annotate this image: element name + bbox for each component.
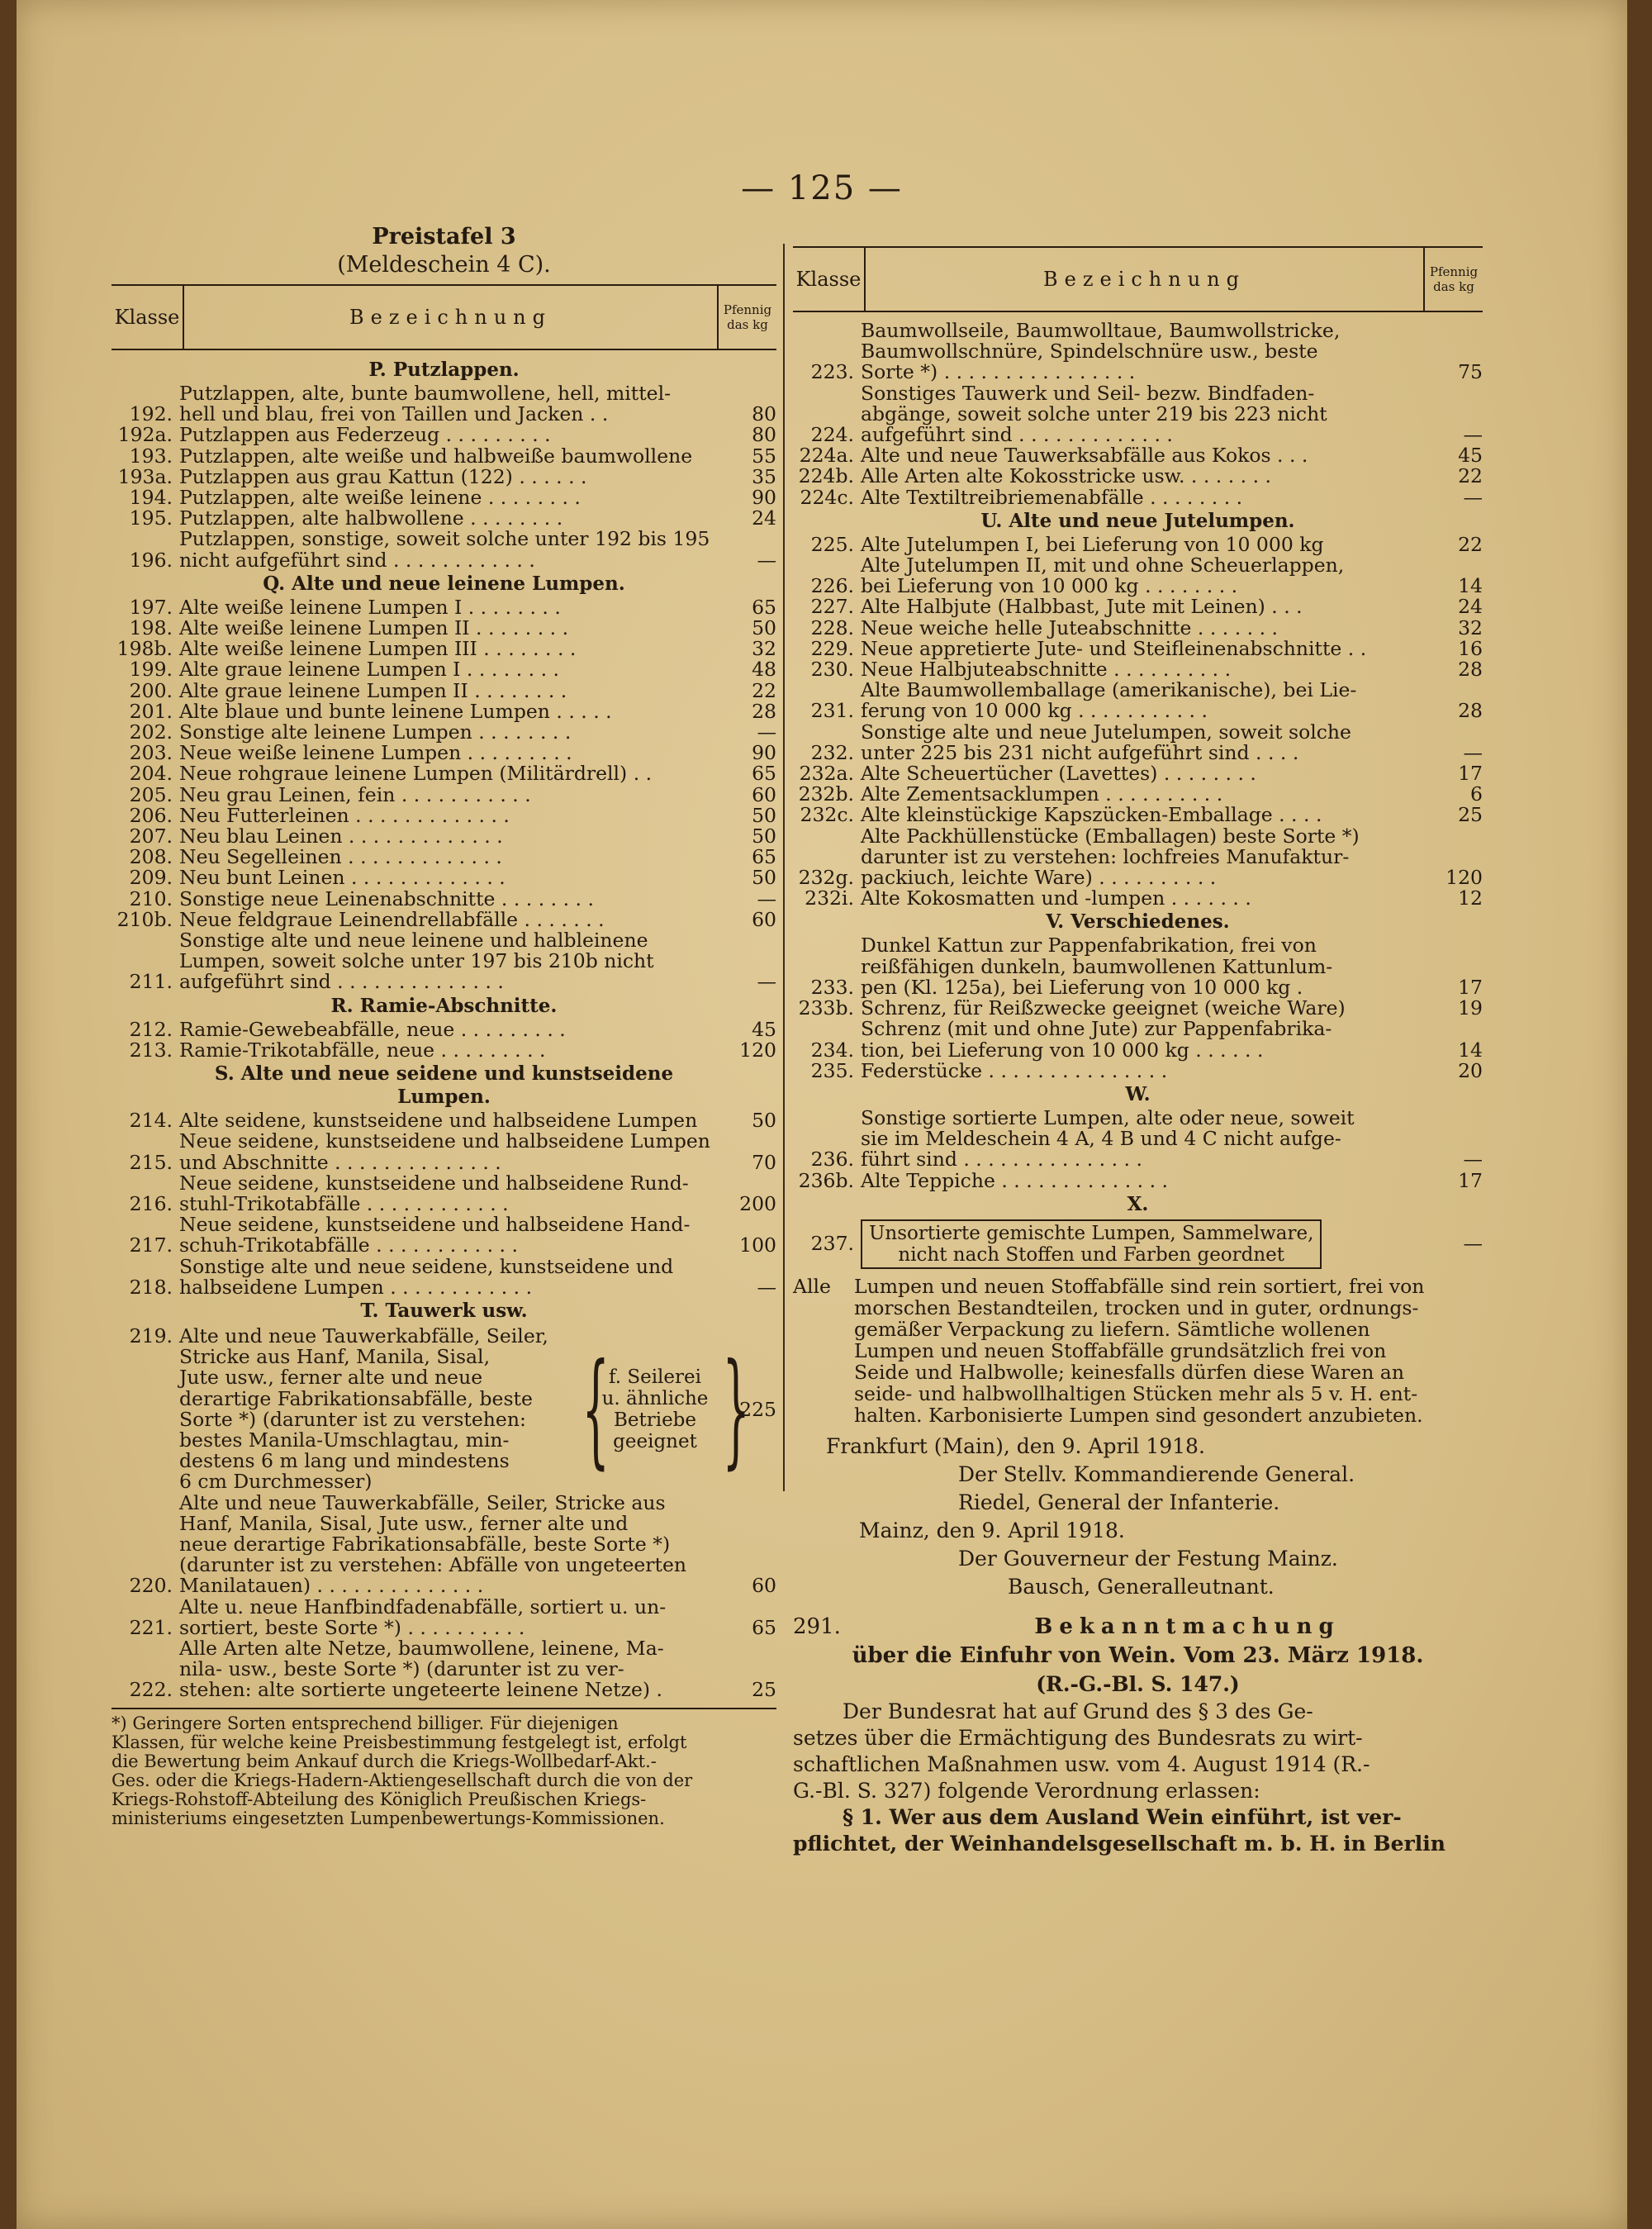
table-row — [112, 847, 776, 867]
entry-number: 233b. — [798, 996, 854, 1020]
entry-number: 205. — [129, 782, 173, 806]
entry-text: Alte graue leinene Lumpen I . . . . . . . . — [179, 658, 559, 682]
entry-text: Neue appretierte Jute- und Steifleinenabschnitte . . — [861, 636, 1367, 660]
document-page — [17, 0, 1627, 2229]
table-row — [112, 907, 776, 931]
section-heading: Q. Alte und neue leinene Lumpen. — [263, 572, 625, 595]
entry-number: 198. — [129, 616, 173, 640]
entry-text: Alte kleinstückige Kapszücken-Emballage . . . . — [861, 803, 1322, 827]
table-row — [793, 321, 1483, 383]
table-row — [112, 425, 776, 445]
table-row — [112, 659, 776, 680]
table-row — [793, 826, 1483, 889]
entry-value: — — [1463, 485, 1483, 509]
table-row — [112, 1173, 776, 1214]
entry-219 — [112, 1326, 776, 1493]
table-row — [793, 998, 1483, 1019]
entry-number: 218. — [129, 1275, 173, 1299]
entry-number: 211. — [129, 970, 173, 994]
entry-number: 204. — [129, 762, 173, 786]
footnote: *) Geringere Sorten entsprechend billiger. Für diejenigen Klassen, für welche keine Preisbestimmung festgelegt ist, erfolgt die Bewertung beim Ankauf durch die Kriegs-Wollbedarf-Akt.- Ges. oder die Kriegs-Hadern-Aktiengesellschaft durch die von der Kriegs-Rohstoff-Abteilung des Königlich Preußischen Kriegs- ministeriums eingesetzten Lumpenbewertungs-Kommissionen. — [112, 1713, 693, 1828]
section-heading: W. — [1125, 1082, 1151, 1105]
entry-text: Alte Teppiche . . . . . . . . . . . . . . — [861, 1168, 1169, 1192]
table-row — [112, 1597, 776, 1638]
entry-value: 25 — [1458, 803, 1483, 827]
entry-text: Alte weiße leinene Lumpen II . . . . . . . . — [179, 616, 569, 640]
entry-number: 232a. — [799, 762, 854, 786]
entry-value: 20 — [1458, 1058, 1483, 1082]
table-row — [793, 383, 1483, 446]
entry-text: Ramie-Gewebeabfälle, neue . . . . . . . . . — [179, 1017, 566, 1041]
entry-value: 16 — [1458, 636, 1483, 660]
entry-text: Neue weiße leinene Lumpen . . . . . . . . . — [179, 741, 572, 765]
entry-text: Alte weiße leinene Lumpen I . . . . . . . . — [179, 595, 561, 619]
sig1-place: Frankfurt (Main), den 9. April 1918. — [826, 1433, 1205, 1458]
entry-value: — — [1463, 1148, 1483, 1172]
entry-text: Dunkel Kattun zur Pappenfabrikation, frei von reißfähigen dunkeln, baumwollenen Kattunlum- pen (Kl. 125a), bei Lieferung von 10 000 kg . — [861, 934, 1333, 999]
table-row — [793, 1058, 1483, 1082]
header-bezeichnung: Bezeichnung — [1043, 268, 1246, 291]
entry-number: 212. — [129, 1017, 173, 1041]
sig2-role: Der Gouverneur der Festung Mainz. — [958, 1546, 1338, 1571]
sig1-role: Der Stellv. Kommandierende General. — [958, 1461, 1355, 1486]
entry-number: 220. — [129, 1574, 173, 1598]
column-separator — [783, 244, 785, 1491]
section-heading: X. — [1127, 1192, 1149, 1215]
entry-value: 65 — [752, 845, 776, 869]
entry-number: 222. — [129, 1678, 173, 1702]
entry-number: 193a. — [117, 464, 173, 488]
entry-number: 214. — [129, 1109, 173, 1133]
entry-number: 224a. — [799, 444, 854, 468]
entry-value: 60 — [752, 782, 776, 806]
table-row — [112, 383, 776, 425]
table-row — [793, 532, 1483, 556]
entry-value: 12 — [1458, 886, 1483, 910]
entry-number: 234. — [810, 1038, 854, 1062]
entry-text: Alte weiße leinene Lumpen III . . . . . . . . — [179, 637, 577, 661]
entry-value: — — [757, 1275, 776, 1299]
brace-close-icon: } — [722, 1337, 750, 1481]
entry-text: Alte und neue Tauwerkabfälle, Seiler, Stricke aus Hanf, Manila, Sisal, Jute usw., ferner alte und neue derartige Fabrikationsabfälle, beste Sorte *) (darunter ist zu verstehen: bestes Manila-Umschlagtau, min- destens 6 m lang und mindestens 6 cm Durchmesser) — [179, 1324, 548, 1494]
entry-value: 65 — [752, 595, 776, 619]
notice-title: Bekanntmachung — [1034, 1614, 1341, 1639]
entry-text: Neu Futterleinen . . . . . . . . . . . . . — [179, 803, 510, 827]
header-pfennig: Pfennig das kg — [717, 286, 776, 349]
entry-number: 193. — [129, 444, 173, 468]
entry-value: 22 — [1458, 464, 1483, 488]
table-row — [112, 1131, 776, 1172]
entry-number: 217. — [129, 1233, 173, 1257]
entry-number: 192a. — [117, 423, 173, 447]
entry-number: 198b. — [116, 637, 173, 661]
entry-number: 202. — [129, 720, 173, 744]
table-row — [793, 615, 1483, 639]
entry-text: Sonstige alte und neue leinene und halbleinene Lumpen, soweit solche unter 197 bis 210b nicht aufgeführt sind . . . . . . . . . . . . . . — [179, 929, 654, 994]
entry-number: 206. — [129, 803, 173, 827]
entry-text: Putzlappen, sonstige, soweit solche unter 192 bis 195 nicht aufgeführt sind . . . . . . . . . . . . — [179, 527, 710, 572]
entry-value: 50 — [752, 803, 776, 827]
table-row — [793, 1168, 1483, 1192]
entry-number: 201. — [129, 699, 173, 723]
section-heading: S. Alte und neue seidene und kunstseidene Lumpen. — [214, 1062, 674, 1109]
sig1-name: Riedel, General der Infanterie. — [958, 1490, 1280, 1514]
table-row — [793, 555, 1483, 596]
table-row — [112, 722, 776, 743]
entry-value: — — [757, 970, 776, 994]
entry-text: Neue seidene, kunstseidene und halbseidene Hand- schuh-Trikotabfälle . . . . . . . . . . . . — [179, 1213, 691, 1257]
entry-number: 225. — [810, 532, 854, 556]
entry-text: Alte Jutelumpen I, bei Lieferung von 10 000 kg — [861, 532, 1324, 556]
entry-value: 60 — [752, 1574, 776, 1598]
entry-value: — — [1463, 423, 1483, 447]
entry-number: 216. — [129, 1191, 173, 1215]
entry-number: 210b. — [116, 907, 173, 931]
entry-value: 65 — [752, 762, 776, 786]
entry-text: Alte Textiltreibriemenabfälle . . . . . . . . — [861, 485, 1243, 509]
entry-value: 17 — [1458, 762, 1483, 786]
entry-text: Neue seidene, kunstseidene und halbseidene Rund- stuhl-Trikotabfälle . . . . . . . . . . . . — [179, 1171, 689, 1215]
entry-value: 100 — [739, 1233, 776, 1257]
entry-value: 32 — [752, 637, 776, 661]
entry-number: 237. — [810, 1232, 854, 1256]
entry-value: 22 — [752, 678, 776, 702]
entry-number: 203. — [129, 741, 173, 765]
table-row — [112, 763, 776, 784]
table-row — [793, 596, 1483, 617]
table-row — [112, 1110, 776, 1131]
table-row — [793, 487, 1483, 508]
entry-value: 50 — [752, 825, 776, 848]
table-row — [112, 678, 776, 702]
section-heading: R. Ramie-Abschnitte. — [330, 994, 558, 1017]
entry-text: Neu Segelleinen . . . . . . . . . . . . . — [179, 845, 502, 869]
entry-text: Alte graue leinene Lumpen II . . . . . . . . — [179, 678, 567, 702]
entry-value: 60 — [752, 907, 776, 931]
entry-number: 224c. — [800, 485, 854, 509]
table-row — [793, 935, 1483, 998]
entry-value: 28 — [752, 699, 776, 723]
notice-reference: (R.-G.-Bl. S. 147.) — [1036, 1671, 1240, 1696]
entry-value: 55 — [752, 444, 776, 468]
notice-paragraph-1: § 1. Wer aus dem Ausland Wein einführt, ist ver- pflichtet, der Weinhandelsgesellschaft m. b. H. in Berlin — [793, 1804, 1446, 1856]
entry-text: Sonstiges Tauwerk und Seil- bezw. Bindfaden- abgänge, soweit solche unter 219 bis 223 nicht aufgeführt sind . . . . . . . . . . . . . — [861, 381, 1327, 447]
left-column — [112, 223, 776, 1828]
entry-value: 17 — [1458, 1168, 1483, 1192]
entry-text: Putzlappen, alte weiße leinene . . . . . . . . — [179, 486, 581, 510]
entry-value: — — [757, 720, 776, 744]
table-header-right — [793, 246, 1483, 312]
entry-number: 236. — [810, 1148, 854, 1172]
entry-number: 224. — [810, 423, 854, 447]
right-sections — [793, 510, 1483, 1216]
header-bezeichnung: Bezeichnung — [349, 306, 552, 329]
entry-value: 45 — [752, 1017, 776, 1041]
entry-text: Sonstige alte leinene Lumpen . . . . . . . . — [179, 720, 572, 744]
brace-icon: { — [582, 1337, 610, 1481]
entry-value: 65 — [752, 1615, 776, 1639]
entry-number: 233. — [810, 975, 854, 999]
table-row — [112, 597, 776, 618]
left-sections — [112, 359, 776, 1323]
entry-value: 17 — [1458, 975, 1483, 999]
table-row — [112, 1638, 776, 1701]
table-row — [793, 445, 1483, 466]
alle-label: Alle — [793, 1274, 831, 1298]
table-row — [793, 1105, 1483, 1172]
entry-number: 223. — [810, 360, 854, 384]
table-row — [112, 826, 776, 847]
entry-text: Neu blau Leinen . . . . . . . . . . . . . — [179, 825, 503, 848]
entry-text: Neue rohgraue leinene Lumpen (Militärdrell) . . — [179, 762, 653, 786]
table-row — [112, 1019, 776, 1040]
section-heading: V. Verschiedenes. — [1046, 910, 1230, 934]
entry-number: 199. — [129, 658, 173, 682]
table-row — [793, 784, 1483, 805]
entry-value: 35 — [752, 464, 776, 488]
table-header — [112, 284, 776, 350]
entry-text: Alle Arten alte Kokosstricke usw. . . . . . . . — [861, 464, 1272, 488]
entry-value: 50 — [752, 866, 776, 890]
entry-value: 32 — [1458, 615, 1483, 639]
table-row — [793, 466, 1483, 487]
section-heading: P. Putzlappen. — [368, 359, 520, 381]
entry-value: 24 — [1458, 595, 1483, 619]
table-row — [793, 659, 1483, 680]
footnote-rule — [112, 1708, 776, 1709]
entry-number: 197. — [129, 595, 173, 619]
entry-number: 232b. — [798, 782, 854, 806]
entry-number: 232. — [810, 740, 854, 764]
table-row — [793, 888, 1483, 909]
entry-text: Schrenz, für Reißzwecke geeignet (weiche Ware) — [861, 996, 1346, 1020]
entry-text: Neue weiche helle Juteabschnitte . . . . . . . — [861, 615, 1278, 639]
entry-text: Putzlappen, alte weiße und halbweiße baumwollene — [179, 444, 693, 468]
entry-number: 226. — [810, 574, 854, 598]
table-row — [112, 886, 776, 910]
entry-value: 45 — [1458, 444, 1483, 468]
table-subtitle: (Meldeschein 4 C). — [337, 252, 551, 278]
entry-number: 230. — [810, 658, 854, 682]
entry-number: 196. — [129, 548, 173, 572]
entry-value: — — [757, 886, 776, 910]
table-row — [112, 508, 776, 529]
entry-number: 219. — [129, 1324, 173, 1347]
entry-value: 120 — [1446, 866, 1483, 890]
entry-value: 90 — [752, 486, 776, 510]
entry-text: Alte Zementsacklumpen . . . . . . . . . . — [861, 782, 1223, 806]
signature-block-1 — [793, 1433, 1483, 1601]
entry-value: 14 — [1458, 1038, 1483, 1062]
entry-value: 80 — [752, 423, 776, 447]
notice-subtitle: über die Einfuhr von Wein. Vom 23. März 1918. — [852, 1642, 1424, 1668]
entry-text: Ramie-Trikotabfälle, neue . . . . . . . . . — [179, 1038, 546, 1062]
entry-value: — — [1463, 740, 1483, 764]
table-row — [112, 1490, 776, 1598]
table-row — [112, 1254, 776, 1299]
alle-text: Lumpen und neuen Stoffabfälle sind rein sortiert, frei von morschen Bestandteilen, trocken und in guter, ordnungs- gemäßer Verpackung zu liefern. Sämtliche wollenen Lumpen und neuen Stoffabfälle grundsätzlich frei von Seide und Halbwolle; keinesfalls dürfen diese Waren an seide- und halbwollhaltigen Stücken mehr als 5 v. H. ent- halten. Karbonisierte Lumpen sind gesondert anzubieten. — [854, 1274, 1425, 1427]
entry-text: Alte Packhüllenstücke (Emballagen) beste Sorte *) darunter ist zu verstehen: lochfreies Manufaktur- packiuch, leichte Ware) . . . . . . . . . . — [861, 824, 1360, 890]
entry-value: 80 — [752, 402, 776, 426]
page-number: — 125 — — [741, 169, 903, 207]
table-row — [112, 464, 776, 488]
entry-text: Alte und neue Tauwerkabfälle, Seiler, Stricke aus Hanf, Manila, Sisal, Jute usw., ferner alte und neue derartige Fabrikationsabfälle, beste Sorte *) (darunter ist zu verstehen: Abfälle von ungeteerten Manilatauen) . . . . . . . . . . . . . . — [179, 1490, 687, 1598]
table-row — [793, 680, 1483, 721]
header-pfennig: Pfennig das kg — [1423, 248, 1483, 311]
boxed-entry-text: Unsortierte gemischte Lumpen, Sammelware, nicht nach Stoffen und Farben geordnet — [861, 1219, 1322, 1269]
table-row — [112, 743, 776, 763]
table-row — [793, 805, 1483, 825]
entry-text: Sonstige sortierte Lumpen, alte oder neue, soweit sie im Meldeschein 4 A, 4 B und 4 C nicht aufge- führt sind . . . . . . . . . . . . . . . — [861, 1105, 1355, 1172]
notice-body: Der Bundesrat hat auf Grund des § 3 des Ge- setzes über die Ermächtigung des Bundesrats zu wirt- schaftlichen Maßnahmen usw. vom 4. August 1914 (R.- G.-Bl. S. 327) folgende Verordnung erlassen: — [793, 1699, 1370, 1803]
entry-number: 213. — [129, 1038, 173, 1062]
table-title: Preistafel 3 — [372, 224, 516, 250]
entry-number: 194. — [129, 486, 173, 510]
table-row — [112, 446, 776, 467]
table-row — [793, 763, 1483, 784]
entry-text: Alte Halbjute (Halbbast, Jute mit Leinen) . . . — [861, 595, 1303, 619]
entry-text: Alte u. neue Hanfbindfadenabfälle, sortiert u. un- sortiert, beste Sorte *) . . . . . . . . . . — [179, 1595, 667, 1639]
entry-number: 232g. — [798, 866, 854, 890]
entry-text: Putzlappen, alte halbwollene . . . . . . . . — [179, 506, 563, 530]
entry-side-note: f. Seilerei u. ähnliche Betriebe geeignet — [601, 1366, 709, 1452]
entry-value: — — [1463, 1232, 1483, 1256]
table-row — [112, 782, 776, 806]
entry-number: 236b. — [798, 1168, 854, 1192]
entry-text: Alte blaue und bunte leinene Lumpen . . . . . — [179, 699, 612, 723]
entry-text: Sonstige alte und neue seidene, kunstseidene und halbseidene Lumpen . . . . . . . . . . . . — [179, 1254, 674, 1299]
entry-value: — — [757, 548, 776, 572]
entry-text: Neue feldgraue Leinendrellabfälle . . . . . . . — [179, 907, 605, 931]
table-row — [112, 803, 776, 827]
entry-text: Neu bunt Leinen . . . . . . . . . . . . . — [179, 866, 506, 890]
entry-text: Sonstige alte und neue Jutelumpen, soweit solche unter 225 bis 231 nicht aufgeführt sind . . . . — [861, 720, 1351, 764]
table-row — [112, 639, 776, 659]
entry-text: Alte und neue Tauwerksabfälle aus Kokos . . . — [861, 444, 1308, 468]
sig2-name: Bausch, Generalleutnant. — [1008, 1574, 1275, 1599]
right-top-entries — [793, 321, 1483, 508]
entry-value: 25 — [752, 1678, 776, 1702]
table-row — [112, 1214, 776, 1256]
entry-value: 28 — [1458, 699, 1483, 723]
entry-value: 75 — [1458, 360, 1483, 384]
table-row — [112, 529, 776, 570]
section-heading: U. Alte und neue Jutelumpen. — [980, 509, 1295, 532]
entry-number: 229. — [810, 636, 854, 660]
entry-value: 70 — [752, 1150, 776, 1174]
entry-number: 200. — [129, 678, 173, 702]
entry-text: Putzlappen, alte, bunte baumwollene, hell, mittel- hell und blau, frei von Taillen und Jacken . . — [179, 382, 672, 426]
entry-number: 232i. — [805, 886, 854, 910]
entry-value: 50 — [752, 1109, 776, 1133]
entry-value: 22 — [1458, 532, 1483, 556]
entry-text: Alte Scheuertücher (Lavettes) . . . . . . . . — [861, 762, 1256, 786]
section-heading: T. Tauwerk usw. — [360, 1299, 528, 1322]
entry-text: Neue Halbjuteabschnitte . . . . . . . . . . — [861, 658, 1232, 682]
entry-number: 228. — [810, 615, 854, 639]
entry-value: 200 — [739, 1191, 776, 1215]
entry-value: 120 — [739, 1038, 776, 1062]
entry-number: 215. — [129, 1150, 173, 1174]
entry-value: 50 — [752, 616, 776, 640]
table-row — [793, 1019, 1483, 1060]
entry-number: 232c. — [800, 803, 854, 827]
entry-value: 28 — [1458, 658, 1483, 682]
table-row — [112, 487, 776, 508]
entry-number: 207. — [129, 825, 173, 848]
entry-number: 209. — [129, 866, 173, 890]
entry-value: 90 — [752, 741, 776, 765]
entry-text: Alte Jutelumpen II, mit und ohne Scheuerlappen, bei Lieferung von 10 000 kg . . . . . . . . — [861, 554, 1345, 598]
entry-number: 227. — [810, 595, 854, 619]
entry-text: Putzlappen aus grau Kattun (122) . . . . . . — [179, 464, 587, 488]
entry-text: Baumwollseile, Baumwolltaue, Baumwollstricke, Baumwollschnüre, Spindelschnüre usw., beste Sorte *) . . . . . . . . . . . . . . . . — [861, 319, 1341, 384]
entry-text: Schrenz (mit und ohne Jute) zur Pappenfabrika- tion, bei Lieferung von 10 000 kg . . . . . . — [861, 1017, 1332, 1062]
entry-text: Alte Kokosmatten und -lumpen . . . . . . . — [861, 886, 1251, 910]
header-klasse: Klasse — [112, 286, 184, 349]
table-row — [793, 722, 1483, 763]
entry-number: 231. — [810, 699, 854, 723]
entry-number: 210. — [129, 886, 173, 910]
table-row — [112, 618, 776, 639]
sig2-place: Mainz, den 9. April 1918. — [859, 1518, 1125, 1542]
alle-paragraph — [793, 1276, 1483, 1426]
entry-value: 19 — [1458, 996, 1483, 1020]
left-after-entries — [112, 1490, 776, 1702]
entry-number: 192. — [129, 402, 173, 426]
notice-header — [793, 1613, 1483, 1641]
entry-number: 208. — [129, 845, 173, 869]
entry-number: 224b. — [798, 464, 854, 488]
right-column — [793, 246, 1483, 1857]
entry-value: 14 — [1458, 574, 1483, 598]
entry-text: Alle Arten alte Netze, baumwollene, leinene, Ma- nila- usw., beste Sorte *) (darunter ist zu ver- stehen: alte sortierte ungeteerte leinene Netze) . — [179, 1636, 664, 1702]
entry-text: Neu grau Leinen, fein . . . . . . . . . . . — [179, 782, 531, 806]
entry-number: 235. — [810, 1058, 854, 1082]
entry-number: 195. — [129, 506, 173, 530]
table-row — [112, 1040, 776, 1061]
header-klasse: Klasse — [793, 248, 866, 311]
entry-number: 221. — [129, 1615, 173, 1639]
table-row — [112, 701, 776, 722]
entry-237 — [793, 1219, 1483, 1269]
table-row — [112, 867, 776, 888]
entry-text: Putzlappen aus Federzeug . . . . . . . . . — [179, 423, 551, 447]
table-row — [793, 636, 1483, 660]
entry-text: Sonstige neue Leinenabschnitte . . . . . . . . — [179, 886, 594, 910]
entry-value: 48 — [752, 658, 776, 682]
entry-value: 24 — [752, 506, 776, 530]
notice-number: 291. — [793, 1614, 841, 1639]
entry-text: Alte seidene, kunstseidene und halbseidene Lumpen — [179, 1109, 698, 1133]
entry-text: Alte Baumwollemballage (amerikanische), bei Lie- ferung von 10 000 kg . . . . . . . . . . . — [861, 678, 1357, 723]
entry-value: 6 — [1470, 782, 1483, 806]
entry-value: 225 — [739, 1397, 776, 1421]
entry-text: Federstücke . . . . . . . . . . . . . . . — [861, 1058, 1168, 1082]
table-row — [112, 930, 776, 993]
entry-text: Neue seidene, kunstseidene und halbseidene Lumpen und Abschnitte . . . . . . . . . . . . . . — [179, 1129, 710, 1174]
